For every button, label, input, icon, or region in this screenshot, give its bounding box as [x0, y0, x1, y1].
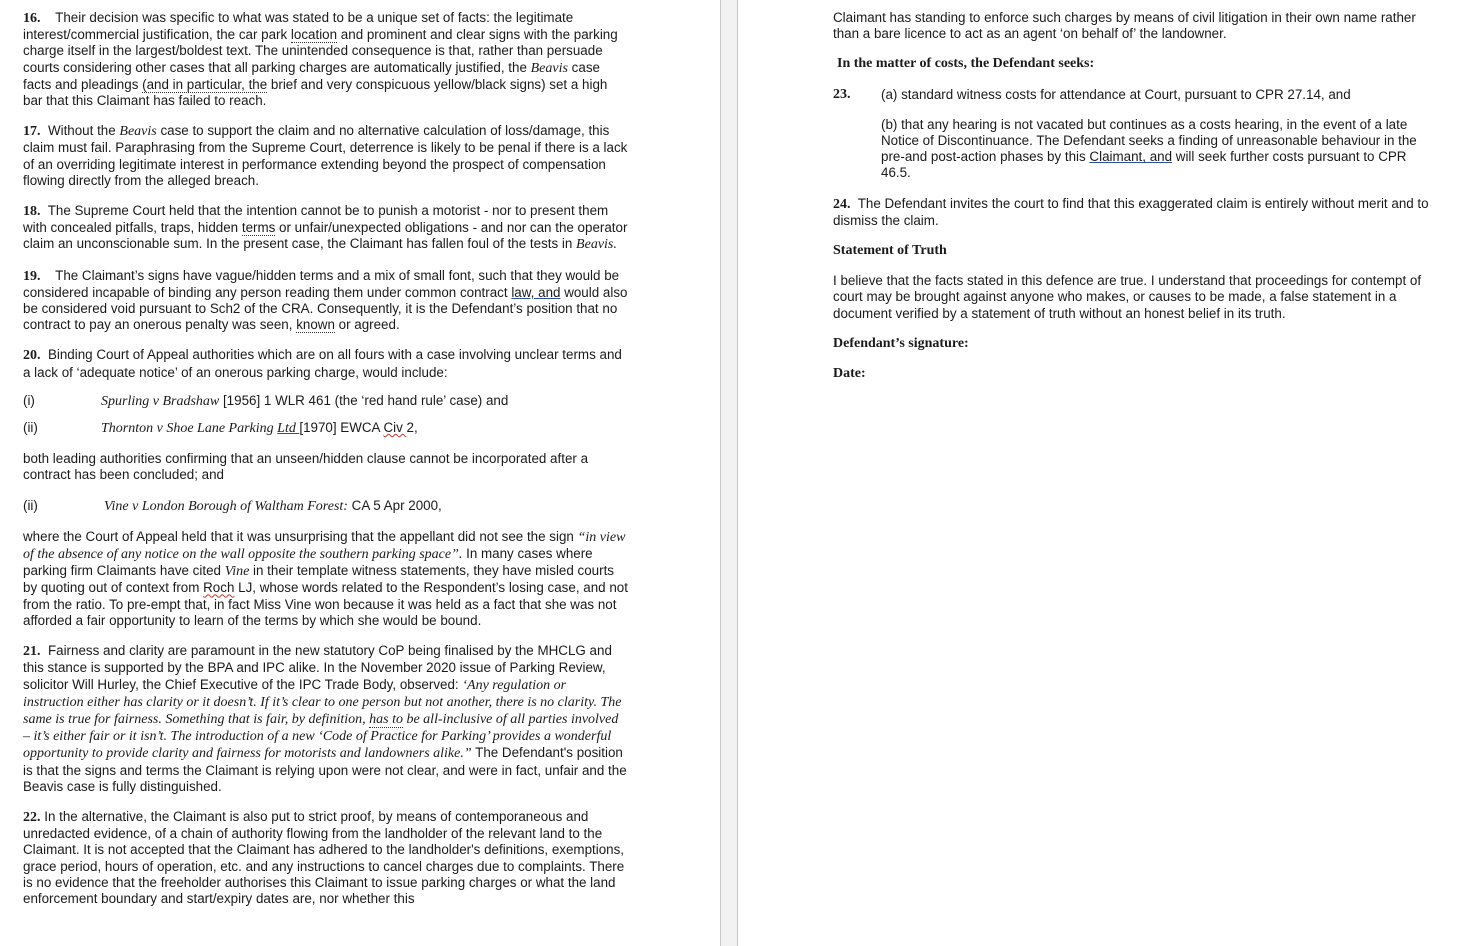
left-column — [23, 10, 628, 921]
statement-of-truth-text: I believe that the facts stated in this defence are true. I understand that proceedings for contempt of court may be brought against anyone who makes, or causes to be made, a false statement in a document verified by a statement of truth without an honest belief in its truth. — [833, 273, 1422, 321]
document-page-right — [738, 0, 1464, 946]
paragraph-17: 17. Without the Beavis case to support the claim and no alternative calculation of loss/damage, this claim must fail. Paraphrasing from the Supreme Court, deterrence is likely to be penal if there is a lack of an overriding legitimate interest in performance extending beyond the prospect of compensation flowing directly from the alleged breach. — [23, 123, 628, 188]
paragraph-24: 24. The Defendant invites the court to find that this exaggerated claim is entirely without merit and to dismiss the claim. — [833, 195, 1429, 228]
document-page-left — [0, 0, 720, 946]
date-label: Date: — [833, 366, 866, 382]
costs-heading: In the matter of costs, the Defendant seeks: — [837, 56, 1095, 72]
paragraph-23: 23. (a) standard witness costs for attendance at Court, pursuant to CPR 27.14, and — [833, 86, 1351, 102]
list-item-thornton: (ii) Thornton v Shoe Lane Parking Ltd [1970] EWCA Civ 2, — [23, 420, 418, 437]
paragraph-18: 18. The Supreme Court held that the intention cannot be to punish a motorist - nor to present them with concealed pitfalls, traps, hidden terms or unfair/unexpected obligations - and nor can the operator claim an unconscionable sum. In the present case, the Claimant has fallen foul of the tests in Beavis. — [23, 203, 628, 253]
paragraph-20-continued: both leading authorities confirming that an unseen/hidden clause cannot be incorporated after a contract has been concluded; and — [23, 451, 589, 483]
list-item-vine: (ii) Vine v London Borough of Waltham Forest: CA 5 Apr 2000, — [23, 497, 442, 514]
paragraph-21: 21. Fairness and clarity are paramount in the new statutory CoP being finalised by the MHCLG and this stance is supported by the BPA and IPC alike. In the November 2020 issue of Parking Review, solicitor Will Hurley, the Chief Executive of the IPC Trade Body, observed: ‘Any regulation or instruction either has clarity or it doesn’t. If it’s clear to one person but not another, there is no clarity. The same is true for fairness. Something that is fair, by definition, has to be all-inclusive of all parties involved – it’s either fair or it isn’t. The introduction of a new ‘Code of Practice for Parking’ provides a wonderful opportunity to provide clarity and fairness for motorists and landowners alike.” The Defendant's position is that the signs and terms the Claimant is relying upon were not clear, and were in fact, unfair and the Beavis case is fully distinguished. — [23, 643, 627, 794]
paragraph-22-continued: Claimant has standing to enforce such charges by means of civil litigation in their own name rather than a bare licence to act as an agent ‘on behalf of’ the landowner. — [833, 10, 1416, 42]
statement-of-truth-heading: Statement of Truth — [833, 243, 947, 259]
paragraph-20: 20. Binding Court of Appeal authorities which are on all fours with a case involving unclear terms and a lack of ‘adequate notice’ of an onerous parking charge, would include: — [23, 347, 622, 380]
signature-label: Defendant’s signature: — [833, 335, 969, 351]
list-item-spurling: (i) Spurling v Bradshaw [1956] 1 WLR 461 (the ‘red hand rule’ case) and — [23, 392, 509, 409]
page-gutter — [720, 0, 738, 946]
right-column — [833, 10, 1438, 396]
paragraph-19: 19. The Claimant’s signs have vague/hidden terms and a mix of small font, such that they would be considered incapable of binding any person reading them under common contract law, and would also be considered void pursuant to Sch2 of the CRA. Consequently, it is the Defendant’s position that no contract to pay an onerous penalty was seen, known or agreed. — [23, 267, 628, 333]
paragraph-23-b: (b) that any hearing is not vacated but continues as a costs hearing, in the event of a late Notice of Discontinuance. The Defendant seeks a finding of unreasonable behaviour in the pre-and post-action phases by this Claimant, and will seek further costs pursuant to CPR 46.5. — [881, 116, 1417, 181]
paragraph-22: 22. In the alternative, the Claimant is also put to strict proof, by means of contemporaneous and unredacted evidence, of a chain of authority flowing from the landholder of the relevant land to the Claimant. It is not accepted that the Claimant has adhered to the landholder's definitions, exemptions, grace period, hours of operation, etc. and any instructions to cancel charges due to complaints. There is no evidence that the freeholder authorises this Claimant to issue parking charges or what the land enforcement boundary and start/expiry dates are, nor whether this — [23, 808, 625, 906]
paragraph-16: 16. Their decision was specific to what was stated to be a unique set of facts: the legitimate interest/commercial justification, the car park location and prominent and clear signs with the parking charge itself in the largest/boldest text. The unintended consequence is that, rather than persuade courts considering other cases that all parking charges are automatically justified, the Beavis case facts and pleadings (and in particular, the brief and very conspicuous yellow/black signs) set a high bar that this Claimant has failed to reach. — [23, 10, 618, 109]
paragraph-20-vine-detail: where the Court of Appeal held that it was unsurprising that the appellant did not see the sign “in view of the absence of any notice on the wall opposite the southern parking space”. In many cases where parking firm Claimants have cited Vine in their template witness statements, they have misled courts by quoting out of context from Roch LJ, whose words related to the Respondent’s losing case, and not from the ratio. To pre-empt that, in fact Miss Vine won because it was held as a fact that she was not afforded a fair opportunity to learn of the terms by which she would be bound. — [23, 528, 628, 628]
